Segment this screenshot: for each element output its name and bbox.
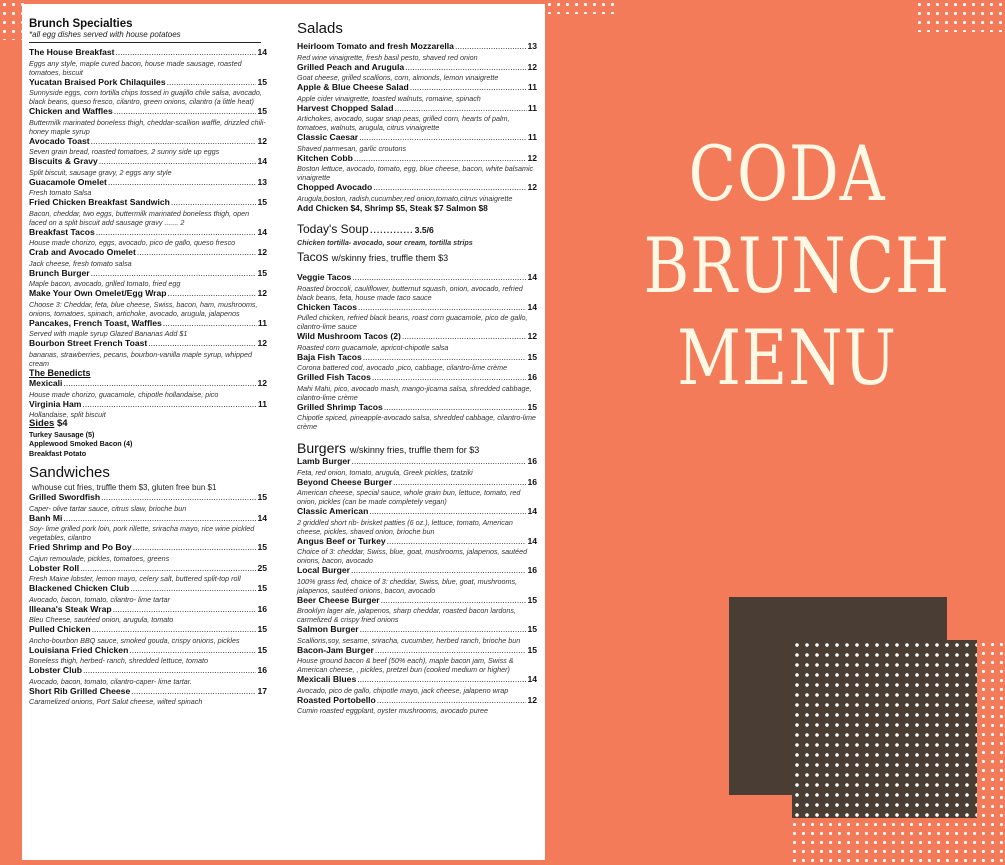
menu-item-price: 15 [527, 644, 537, 655]
dot-leader [360, 624, 527, 636]
menu-item-price: 12 [257, 338, 267, 348]
menu-item-row [29, 156, 267, 168]
menu-item-row [29, 686, 267, 698]
menu-item-row [29, 227, 267, 239]
divider [29, 42, 261, 43]
section-title: The Benedicts [29, 367, 91, 378]
menu-item-row [29, 604, 267, 616]
menu-item-name: Baja Fish Tacos [297, 351, 362, 362]
menu-item-description: House made chorizo, eggs, avocado, pico de gallo, queso fresco [29, 238, 236, 247]
menu-item-price: 13 [257, 176, 267, 187]
menu-item-price: 16 [257, 665, 267, 675]
menu-item-description: House ground bacon & beef (50% each), maple bacon jam, Swiss & American cheese, , pickles, pretzel bun (cooked medium or higher) [297, 656, 514, 674]
menu-item-row [29, 47, 267, 59]
section-title: Burgers [297, 440, 347, 456]
menu-item-description: House made chorizo, guacamole, chipotle hollandaise, pico [29, 389, 219, 399]
menu-items [29, 492, 267, 706]
section-title: Tacos [297, 250, 329, 264]
soup-description: Chicken tortilla- avocado, sour cream, tortilla strips [297, 238, 473, 247]
menu-item-row [29, 665, 267, 677]
polka-dot-pattern-top-right [915, 0, 1005, 32]
menu-item-price: 11 [527, 132, 537, 142]
headline-line-1: CODA [688, 129, 886, 218]
menu-item-name: Local Burger [297, 565, 351, 575]
menu-item-name: Classic American [297, 506, 369, 516]
menu-item-row [297, 674, 537, 686]
menu-item-description: Ancho-bourbon BBQ sauce, smoked gouda, crispy onions, pickles [29, 635, 240, 645]
menu-item-row [297, 565, 537, 577]
menu-item-description: Bleu Cheese, sautéed onion, arugula, tomato [29, 615, 174, 624]
menu-item-description: Choose 3: Cheddar, feta, blue cheese, Swiss, bacon, ham, mushrooms, onions, tomatoes, spinach, artichoke, avocado, arugula, jalapenos [29, 299, 258, 318]
menu-item-row [29, 583, 267, 595]
menu-item-row [29, 106, 267, 118]
menu-item-price: 15 [527, 401, 537, 412]
menu-item-row [297, 272, 537, 284]
menu-item-name: Grilled Shrimp Tacos [297, 401, 383, 412]
dot-leader [101, 492, 256, 504]
section-note: *all egg dishes served with house potatoes [29, 30, 181, 39]
menu-item-name: Classic Caesar [297, 132, 359, 142]
menu-item-price: 15 [257, 542, 267, 552]
menu-item-description: Brooklyn lager ale, jalapenos, sharp cheddar, roasted bacon lardons, carmelized & crispy fried onions [297, 606, 516, 624]
menu-item-name: Beyond Cheese Burger [297, 476, 393, 487]
menu-item-price: 15 [257, 624, 267, 634]
menu-item-description: Choice of 3: cheddar, Swiss, blue, goat, mushrooms, jalapenos, sautéed onions, bacon, avocado [297, 547, 528, 565]
dot-leader [108, 177, 257, 189]
dot-leader [63, 378, 256, 390]
menu-item-name: Lamb Burger [297, 456, 351, 466]
menu-item-name: Guacamole Omelet [29, 176, 107, 187]
menu-item-price: 14 [527, 535, 537, 546]
dot-leader [99, 156, 257, 168]
menu-item-row [29, 563, 267, 575]
menu-item-price: 15 [257, 197, 267, 207]
dot-leader [393, 477, 526, 489]
menu-headline [643, 128, 951, 404]
menu-item-price: 16 [527, 476, 537, 487]
menu-item-name: Short Rib Grilled Cheese [29, 685, 131, 696]
dot-leader [359, 132, 527, 144]
menu-item-row [29, 492, 267, 504]
menu-item-price: 16 [527, 565, 537, 575]
menu-item-name: Chicken Tacos [297, 301, 358, 312]
section-note: w/skinny fries, truffle them for $3 [349, 445, 480, 455]
dot-leader [168, 288, 257, 300]
menu-item-name: Salmon Burger [297, 624, 359, 634]
menu-item-row [29, 378, 267, 390]
menu-item-price: 12 [257, 378, 267, 388]
menu-item-name: Lobster Roll [29, 562, 80, 573]
dot-leader [387, 536, 527, 548]
menu-item-row [297, 506, 537, 518]
dot-leader [80, 563, 256, 575]
menu-item-description: Feta, red onion, tomato, arugula, Greek pickles, tzatziki [297, 467, 473, 477]
menu-item-row [297, 103, 537, 115]
dot-leader [91, 136, 257, 148]
menu-item-price: 13 [527, 41, 537, 51]
menu-item-description: Arugula,boston, radish,cucumber,red onion,tomato,citrus vinaigrette [297, 193, 513, 203]
menu-item-name: Mexicali Blues [297, 674, 357, 684]
menu-item-price: 15 [257, 106, 267, 116]
menu-item-description: Jack cheese, fresh tomato salsa [29, 258, 132, 268]
dot-leader [91, 268, 257, 280]
menu-item-name: Grilled Fish Tacos [297, 372, 371, 382]
menu-item-price: 14 [527, 301, 537, 312]
dot-leader [148, 338, 256, 350]
sides-price: $4 [57, 418, 68, 429]
menu-item-row [29, 542, 267, 554]
dot-leader [163, 318, 257, 330]
dot-leader [373, 182, 526, 194]
menu-item-name: Blackened Chicken Club [29, 583, 130, 593]
benedicts-section [29, 368, 267, 420]
menu-item-name: Pulled Chicken [29, 624, 91, 634]
menu-item-description: bananas, strawberries, pecans, bourbon-vanilla maple syrup, whipped cream [29, 349, 252, 368]
menu-item-price: 12 [527, 694, 537, 705]
menu-item-row [297, 62, 537, 74]
menu-item-name: Yucatan Braised Pork Chilaquiles [29, 76, 166, 87]
menu-item-row [297, 595, 537, 607]
menu-item-description: Apple cider vinaigrette, toasted walnuts, romaine, spinach [297, 93, 481, 103]
menu-item-description: Served with maple syrup Glazed Bananas Add $1 [29, 329, 188, 338]
menu-item-name: Avocado Toast [29, 135, 90, 146]
menu-item-name: Apple & Blue Cheese Salad [297, 82, 409, 92]
menu-item-price: 15 [527, 624, 537, 634]
menu-right-column [297, 20, 537, 715]
menu-item-price: 11 [257, 317, 267, 328]
dot-leader [381, 595, 527, 607]
menu-item-price: 12 [527, 61, 537, 72]
menu-item-price: 12 [527, 331, 537, 341]
menu-item-row [29, 399, 267, 411]
dot-leader [351, 565, 526, 577]
menu-item-description: Boston lettuce, avocado, tomato, egg, blue cheese, bacon, white balsamic vinaigrette [297, 164, 534, 182]
menu-item-name: Grilled Swordfish [29, 492, 101, 502]
menu-item-price: 15 [527, 594, 537, 605]
menu-item-row [29, 318, 267, 330]
menu-item-row [29, 338, 267, 350]
dot-leader [137, 247, 257, 259]
menu-item-price: 14 [527, 674, 537, 684]
section-title: Brunch Specialties [29, 18, 133, 30]
menu-item-name: Louisiana Fried Chicken [29, 644, 129, 655]
menu-item-price: 14 [257, 156, 267, 166]
menu-item-row [297, 477, 537, 489]
dot-leader [114, 106, 257, 118]
side-item: Breakfast Potato [29, 448, 87, 458]
menu-item-description: Maple bacon, avocado, grilled tomato, fried egg [29, 279, 181, 288]
dot-leader [92, 624, 257, 636]
menu-item-description: Fresh tomato Salsa [29, 188, 92, 197]
dot-leader [130, 583, 256, 595]
menu-item-name: Angus Beef or Turkey [297, 535, 386, 546]
menu-item-price: 11 [257, 398, 267, 409]
menu-item-row [297, 82, 537, 94]
dot-leader [363, 352, 527, 364]
menu-item-row [297, 372, 537, 384]
section-note: w/skinny fries, truffle them $3 [331, 253, 449, 263]
menu-item-name: Illeana's Steak Wrap [29, 603, 112, 614]
menu-item-price: 14 [527, 272, 537, 282]
menu-item-name: Heirloom Tomato and fresh Mozzarella [297, 41, 454, 51]
menu-item-price: 12 [257, 135, 267, 146]
menu-item-description: Eggs any style, maple cured bacon, house made sausage, roasted tomatoes, biscuit [29, 58, 242, 77]
dot-leader [351, 456, 526, 468]
menu-item-row [29, 268, 267, 280]
dot-leader [455, 41, 526, 53]
menu-item-description: Shaved parmesan, garlic croutons [297, 143, 407, 153]
dot-leader [63, 513, 256, 525]
menu-item-row [297, 132, 537, 144]
headline-line-2: BRUNCH [643, 221, 951, 310]
menu-item-name: Grilled Peach and Arugula [297, 61, 405, 72]
salads-section [297, 20, 537, 213]
menu-item-description: Pulled chicken, refried black beans, roast corn guacamole, pico de gallo, cilantro-lime sauce [297, 313, 528, 331]
menu-item-price: 15 [257, 492, 267, 502]
dot-leader [96, 227, 257, 239]
menu-item-price: 11 [527, 82, 537, 92]
menu-item-price: 15 [527, 351, 537, 362]
section-title: Salads [297, 20, 343, 37]
polka-dot-pattern-top-left [0, 0, 24, 40]
menu-item-name: Harvest Chopped Salad [297, 102, 394, 113]
dot-leader [394, 103, 526, 115]
menu-item-description: Avocado, bacon, tomato, cilantro- lime tartar [29, 594, 170, 604]
menu-item-description: Bacon, cheddar, two eggs, buttermilk marinated boneless thigh, open faced on a split biscuit add sausage gravy ....... 2 [29, 208, 250, 227]
dot-leader [357, 674, 526, 686]
menu-item-description: Corona battered cod, avocado ,pico, cabbage, cilantro-lime crème [297, 363, 508, 372]
menu-item-description: Red wine vinaigrette, fresh basil pesto, shaved red onion [297, 52, 478, 62]
menu-item-price: 17 [257, 685, 267, 696]
menu-item-row [29, 288, 267, 300]
menu-item-description: Goat cheese, grilled scallions, corn, almonds, lemon vinaigrette [297, 73, 499, 82]
dot-leader [375, 645, 527, 657]
menu-item-price: 14 [527, 506, 537, 516]
menu-item-row [297, 695, 537, 707]
dot-leader [372, 372, 527, 384]
dot-leader [358, 302, 526, 314]
menu-item-description: Caramelized onions, Port Salut cheese, wilted spinach [29, 697, 203, 706]
menu-item-row [297, 153, 537, 165]
dot-leader [116, 47, 257, 59]
decorative-dotted-brown-square [792, 640, 977, 818]
menu-item-price: 16 [527, 372, 537, 382]
dot-leader [113, 604, 257, 616]
menu-item-price: 15 [257, 644, 267, 655]
menu-items [297, 272, 537, 431]
menu-item-row [29, 177, 267, 189]
menu-item-row [297, 352, 537, 364]
menu-item-price: 14 [257, 47, 267, 57]
tacos-section [297, 250, 537, 431]
menu-item-price: 16 [257, 603, 267, 614]
menu-item-name: Kitchen Cobb [297, 152, 353, 163]
sandwiches-section [29, 464, 267, 706]
menu-item-description: Scallions,soy, sesame, sriracha, cucumber, herbed ranch, brioche bun [297, 635, 521, 645]
menu-item-row [29, 645, 267, 657]
menu-item-description: Mahi Mahi, pico, avocado mash, mango-jicama salsa, shredded cabbage, cilantro-lime crème [297, 383, 532, 402]
menu-item-row [29, 513, 267, 525]
dot-leader [405, 62, 526, 74]
menu-item-description: Avocado, bacon, tomato, cilantro-caper- lime tartar. [29, 676, 192, 686]
menu-item-price: 15 [257, 76, 267, 87]
side-item: Applewood Smoked Bacon (4) [29, 439, 133, 448]
menu-item-price: 12 [257, 247, 267, 257]
menu-item-name: Crab and Avocado Omelet [29, 247, 136, 257]
menu-item-name: Wild Mushroom Tacos (2) [297, 331, 401, 341]
dot-leader [369, 506, 526, 518]
menu-item-name: Biscuits & Gravy [29, 156, 98, 166]
menu-item-name: Lobster Club [29, 665, 82, 675]
menu-item-description: Cajun remoulade, pickles, tomatoes, greens [29, 553, 170, 563]
menu-item-row [297, 331, 537, 343]
menu-item-price: 14 [257, 512, 267, 523]
menu-item-description: 100% grass fed, choice of 3: cheddar, Swiss, blue, goat, mushrooms, jalapenos, sautéed onions, bacon, avocado [297, 576, 518, 595]
menu-item-name: Roasted Portobello [297, 694, 376, 705]
section-title: Sides [29, 418, 55, 429]
menu-item-description: Boneless thigh, herbed- ranch, shredded lettuce, tomato [29, 656, 208, 665]
dot-leader [167, 77, 257, 89]
menu-item-row [29, 77, 267, 89]
menu-item-name: Veggie Tacos [297, 272, 352, 282]
menu-item-description: Avocado, pico de gallo, chipotle mayo, jack cheese, jalapeno wrap [297, 685, 509, 695]
menu-item-price: 15 [257, 267, 267, 278]
soup-section [297, 222, 537, 247]
menu-item-name: Beer Cheese Burger [297, 594, 380, 605]
section-note: w/house cut fries, truffle them $3, gluten free bun $1 [32, 483, 217, 492]
menu-item-row [297, 182, 537, 194]
dot-leader [402, 331, 527, 343]
menu-item-price: 14 [257, 226, 267, 237]
menu-item-name: Fried Chicken Breakfast Sandwich [29, 197, 170, 207]
dot-leader [133, 542, 257, 554]
menu-item-description: Sunnyside eggs, corn tortilla chips tossed in guajillo chile salsa, avocado, black beans, queso fresco, cilantro, green onions, cilantro (a little heat) [29, 88, 262, 106]
menu-item-row [297, 536, 537, 548]
section-title: Sandwiches [29, 464, 110, 481]
menu-item-name: Breakfast Tacos [29, 226, 95, 237]
dot-leader [384, 402, 527, 414]
menu-item-description: 2 griddled short rib- brisket patties (6 oz.), lettuce, tomato, American cheese, pickles, shaved onion, brioche bun [297, 517, 513, 536]
menu-item-description: American cheese, special sauce, whole grain bun, lettuce, tomato, red onion, pickles (can be made completely vegan) [297, 488, 521, 506]
menu-item-name: Virginia Ham [29, 398, 82, 409]
menu-page [22, 4, 545, 860]
dot-leader [410, 82, 527, 94]
soup-price: 3.5/6 [414, 225, 434, 235]
menu-item-name: Mexicali [29, 378, 63, 388]
menu-item-row [29, 624, 267, 636]
dot-leader [82, 399, 257, 411]
dot-leader [352, 272, 526, 284]
menu-item-description: Split biscuit, sausage gravy, 2 eggs any style [29, 167, 172, 177]
menu-item-description: Chipotle spiced, pineapple-avocado salsa, shredded cabbage, cilantro-lime crème [297, 413, 536, 431]
dot-leader [171, 197, 257, 209]
salad-addons: Add Chicken $4, Shrimp $5, Steak $7 Salmon $8 [297, 202, 488, 213]
section-title: Today's Soup [297, 222, 369, 236]
menu-item-description: Seven grain bread, roasted tomatoes, 2 sunny side up eggs [29, 147, 220, 156]
menu-item-name: Chopped Avocado [297, 182, 373, 192]
menu-item-price: 12 [527, 152, 537, 163]
menu-item-row [29, 247, 267, 259]
menu-item-price: 12 [527, 182, 537, 192]
menu-items [29, 378, 267, 419]
menu-item-name: Banh Mi [29, 512, 63, 523]
menu-item-description: Cumin roasted eggplant, oyster mushrooms, avocado puree [297, 706, 488, 715]
dot-leader [354, 153, 527, 165]
dot-leader [83, 665, 256, 677]
menu-item-description: Artichokes, avocado, sugar snap peas, grilled corn, hearts of palm, tomatoes, walnuts, arugula, citrus vinaigrette [297, 114, 510, 132]
menu-item-description: Buttermilk marinated boneless thigh, cheddar-scallion waffle, drizzled chili-honey maple syrup [29, 117, 266, 136]
menu-item-name: Brunch Burger [29, 267, 90, 278]
dot-leader [129, 645, 256, 657]
menu-item-name: The House Breakfast [29, 47, 115, 57]
menu-item-description: Roasted corn guacamole, apricot-chipotle salsa [297, 342, 449, 352]
menu-item-row [297, 402, 537, 414]
menu-item-description: Fresh Maine lobster, lemon mayo, celery salt, buttered split-top roll [29, 574, 241, 583]
menu-items [297, 456, 537, 715]
menu-item-row [29, 197, 267, 209]
menu-item-row [297, 302, 537, 314]
menu-item-name: Pancakes, French Toast, Waffles [29, 317, 162, 328]
brunch-specialties-section [29, 18, 267, 368]
menu-item-description: Roasted broccoli, cauliflower, butternut squash, onion, avocado, refried black beans, feta, house made taco sauce [297, 283, 523, 302]
sides-section [29, 419, 267, 458]
menu-item-price: 12 [257, 288, 267, 298]
menu-item-description: Soy- lime grilled pork loin, pork rillette, sriracha mayo, rice wine pickled vegetables, cilantro [29, 524, 255, 542]
menu-item-description: Caper- olive tartar sauce, citrus slaw, brioche bun [29, 503, 187, 513]
menu-items [297, 41, 537, 203]
menu-item-price: 15 [257, 583, 267, 593]
menu-item-price: 11 [527, 102, 537, 113]
polka-dot-pattern-top [545, 0, 615, 14]
menu-item-description: Hollandaise, split biscuit [29, 410, 106, 419]
menu-items [29, 47, 267, 368]
menu-item-name: Make Your Own Omelet/Egg Wrap [29, 288, 167, 298]
menu-item-row [297, 645, 537, 657]
menu-item-price: 25 [257, 562, 267, 573]
headline-line-3: MENU [677, 313, 897, 402]
menu-item-row [297, 624, 537, 636]
side-item: Turkey Sausage (5) [29, 429, 95, 439]
menu-left-column [29, 18, 267, 706]
menu-item-row [297, 41, 537, 53]
menu-item-name: Bourbon Street French Toast [29, 338, 148, 348]
menu-item-price: 16 [527, 456, 537, 466]
menu-item-row [297, 456, 537, 468]
burgers-section [297, 440, 537, 715]
menu-item-name: Chicken and Waffles [29, 106, 113, 116]
menu-item-row [29, 136, 267, 148]
menu-item-name: Fried Shrimp and Po Boy [29, 542, 132, 552]
dot-leader [377, 695, 527, 707]
dot-leader [131, 686, 256, 698]
menu-item-name: Bacon-Jam Burger [297, 644, 374, 655]
